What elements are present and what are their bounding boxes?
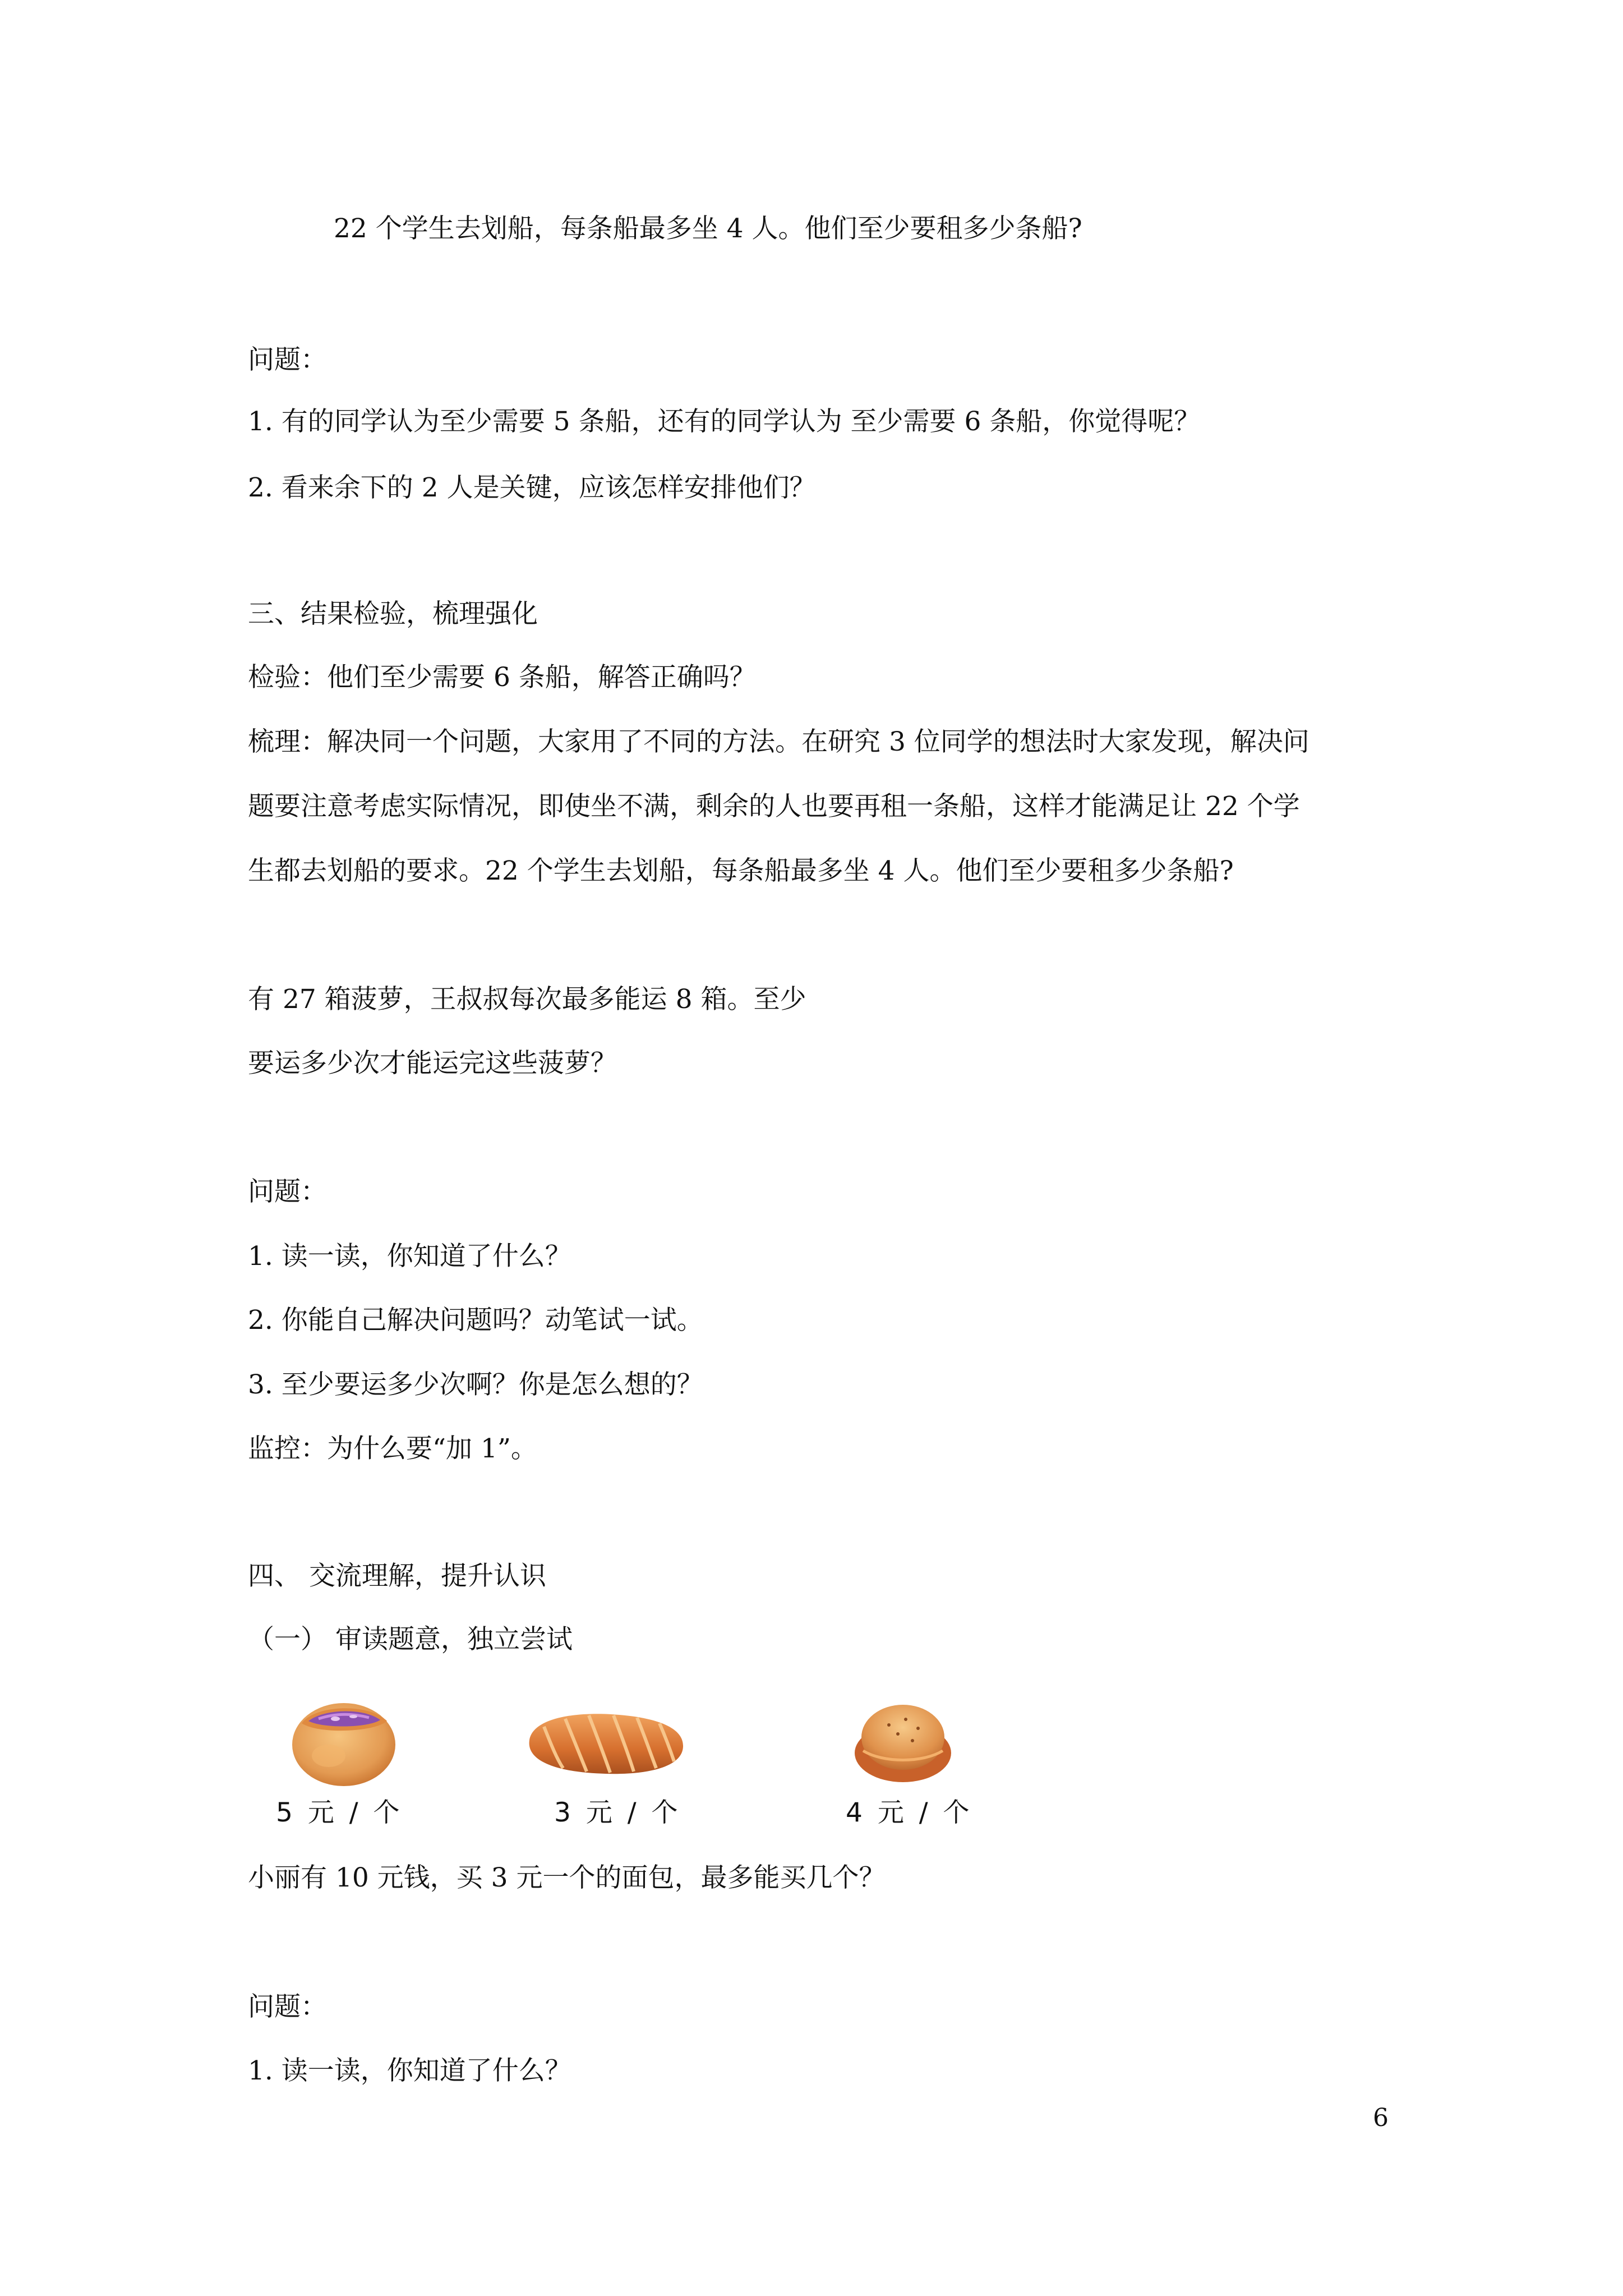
question-1-bread: 1. 读一读，你知道了什么？ — [248, 2055, 571, 2086]
section-4-subheading: （一） 审读题意，独立尝试 — [248, 1624, 573, 1655]
monitor-note: 监控：为什么要“加 1”。 — [248, 1433, 537, 1464]
round-bun-with-filling-icon — [285, 1688, 403, 1789]
questions-label-boat: 问题： — [248, 344, 327, 375]
pineapple-problem-line-1: 有 27 箱菠萝，王叔叔每次最多能运 8 箱。至少 — [248, 984, 806, 1015]
questions-label-pineapple: 问题： — [248, 1176, 327, 1207]
long-twisted-bread-icon — [522, 1706, 690, 1779]
question-2-boat: 2. 看来余下的 2 人是关键，应该怎样安排他们？ — [248, 472, 816, 503]
page-number: 6 — [1373, 2104, 1389, 2132]
round-sweet-bun-icon — [850, 1697, 956, 1787]
price-label-2: 3 元 / 个 — [554, 1797, 681, 1828]
section-3-heading: 三、结果检验，梳理强化 — [248, 599, 538, 629]
question-1-pineapple: 1. 读一读，你知道了什么？ — [248, 1241, 571, 1272]
price-label-1: 5 元 / 个 — [276, 1797, 403, 1828]
section-3-check: 检验：他们至少需要 6 条船，解答正确吗？ — [248, 662, 756, 693]
section-3-summary-line-2: 题要注意考虑实际情况，即使坐不满，剩余的人也要再租一条船，这样才能满足让 22 个学 — [248, 791, 1300, 822]
intro-problem: 22 个学生去划船，每条船最多坐 4 人。他们至少要租多少条船? — [334, 213, 1082, 244]
questions-label-bread: 问题： — [248, 1991, 327, 2022]
question-2-pineapple: 2. 你能自己解决问题吗？动笔试一试。 — [248, 1305, 703, 1336]
pineapple-problem-line-2: 要运多少次才能运完这些菠萝？ — [248, 1048, 617, 1079]
question-3-pineapple: 3. 至少要运多少次啊？你是怎么想的？ — [248, 1369, 703, 1400]
price-label-3: 4 元 / 个 — [846, 1797, 973, 1828]
section-3-summary-line-1: 梳理：解决同一个问题，大家用了不同的方法。在研究 3 位同学的想法时大家发现，解决问 — [248, 726, 1310, 757]
bread-problem: 小丽有 10 元钱，买 3 元一个的面包，最多能买几个？ — [248, 1862, 886, 1893]
question-1-boat: 1. 有的同学认为至少需要 5 条船，还有的同学认为 至少需要 6 条船，你觉得呢？ — [248, 406, 1201, 437]
section-3-summary-line-3: 生都去划船的要求。22 个学生去划船，每条船最多坐 4 人。他们至少要租多少条船? — [248, 855, 1234, 886]
section-4-heading: 四、 交流理解，提升认识 — [248, 1561, 546, 1591]
